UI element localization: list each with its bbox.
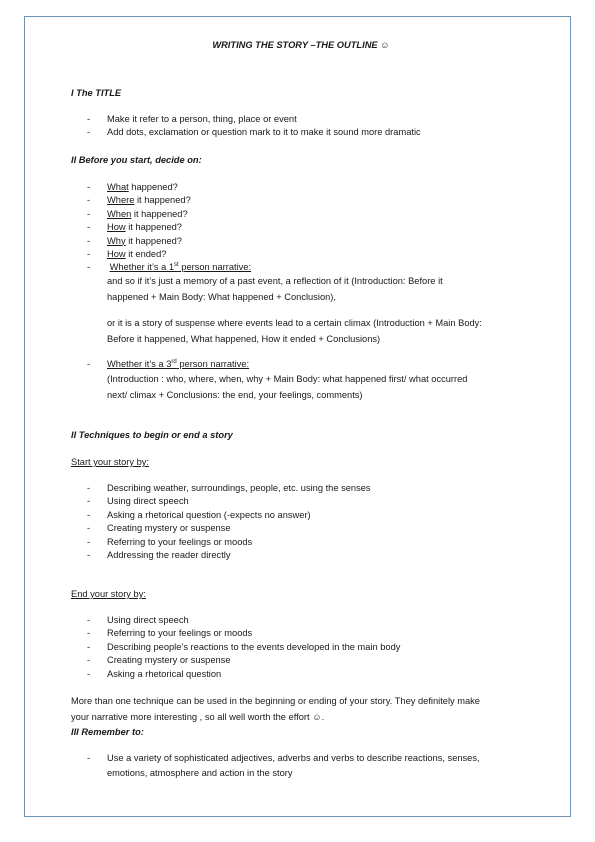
list-item: - When it happened? bbox=[87, 208, 251, 221]
third-person-list bbox=[87, 358, 249, 371]
question-list bbox=[87, 181, 251, 275]
list-item-first-person bbox=[87, 261, 251, 274]
closing-paragraph: More than one technique can be used in the beginning or ending of your story. They definitely make bbox=[71, 696, 480, 706]
remember-list bbox=[87, 752, 480, 765]
end-techniques-list bbox=[87, 614, 400, 681]
third-person-text: next/ climax + Conclusions: the end, your feelings, comments) bbox=[107, 390, 363, 400]
list-item: - Why it happened? bbox=[87, 235, 251, 248]
list-item: - Asking a rhetorical question (-expects no answer) bbox=[87, 509, 371, 522]
list-item: - Creating mystery or suspense bbox=[87, 654, 400, 667]
first-person-label: Whether it’s a 1st person narrative: bbox=[109, 262, 252, 273]
start-techniques-list bbox=[87, 482, 371, 562]
list-item: - Asking a rhetorical question bbox=[87, 668, 400, 681]
first-person-text: happened + Main Body: What happened + Conclusion), bbox=[107, 292, 336, 302]
title-tips-list bbox=[87, 113, 421, 140]
list-item: - Addressing the reader directly bbox=[87, 549, 371, 562]
question-word: When bbox=[107, 208, 132, 219]
list-item: - Where it happened? bbox=[87, 194, 251, 207]
section-techniques-heading: II Techniques to begin or end a story bbox=[71, 430, 233, 440]
third-person-label: Whether it’s a 3rd person narrative: bbox=[107, 358, 250, 369]
question-word: Where bbox=[107, 195, 135, 206]
question-word: Why bbox=[107, 235, 126, 246]
list-item-third-person bbox=[87, 358, 249, 371]
list-item: - Add dots, exclamation or question mark to it to make it sound more dramatic bbox=[87, 126, 421, 139]
question-word: What bbox=[107, 182, 129, 192]
list-item: - Referring to your feelings or moods bbox=[87, 536, 371, 549]
list-item: - Referring to your feelings or moods bbox=[87, 627, 400, 640]
question-word: How bbox=[107, 222, 126, 233]
remember-text: emotions, atmosphere and action in the story bbox=[107, 768, 293, 778]
list-item: - What happened? bbox=[87, 181, 251, 194]
section-remember-heading: III Remember to: bbox=[71, 727, 144, 737]
closing-paragraph: your narrative more interesting , so all well worth the effort ☺. bbox=[71, 712, 325, 722]
list-item: - How it ended? bbox=[87, 248, 251, 261]
section-before-start-heading: II Before you start, decide on: bbox=[71, 155, 202, 165]
list-item: - Use a variety of sophisticated adjectives, adverbs and verbs to describe reactions, senses, bbox=[87, 752, 480, 765]
question-word: How bbox=[107, 248, 126, 259]
list-item: - How it happened? bbox=[87, 221, 251, 234]
section-title-heading: I The TITLE bbox=[71, 88, 122, 98]
first-person-text: Before it happened, What happened, How it ended + Conclusions) bbox=[107, 334, 381, 344]
first-person-text: or it is a story of suspense where events lead to a certain climax (Introduction + Main Body: bbox=[107, 318, 482, 328]
first-person-text: and so if it’s just a memory of a past event, a reflection of it (Introduction: Before it bbox=[107, 276, 443, 286]
list-item: - Creating mystery or suspense bbox=[87, 522, 371, 535]
list-item: - Describing people’s reactions to the events developed in the main body bbox=[87, 641, 400, 654]
list-item: - Using direct speech bbox=[87, 614, 400, 627]
list-item: - Using direct speech bbox=[87, 495, 371, 508]
third-person-text: (Introduction : who, where, when, why + Main Body: what happened first/ what occurred bbox=[107, 374, 468, 384]
document-title: WRITING THE STORY –THE OUTLINE ☺ bbox=[212, 40, 390, 50]
end-story-label: End your story by: bbox=[71, 589, 146, 599]
list-item: - Make it refer to a person, thing, place or event bbox=[87, 113, 421, 126]
start-story-label: Start your story by: bbox=[71, 457, 150, 467]
list-item: - Describing weather, surroundings, people, etc. using the senses bbox=[87, 482, 371, 495]
